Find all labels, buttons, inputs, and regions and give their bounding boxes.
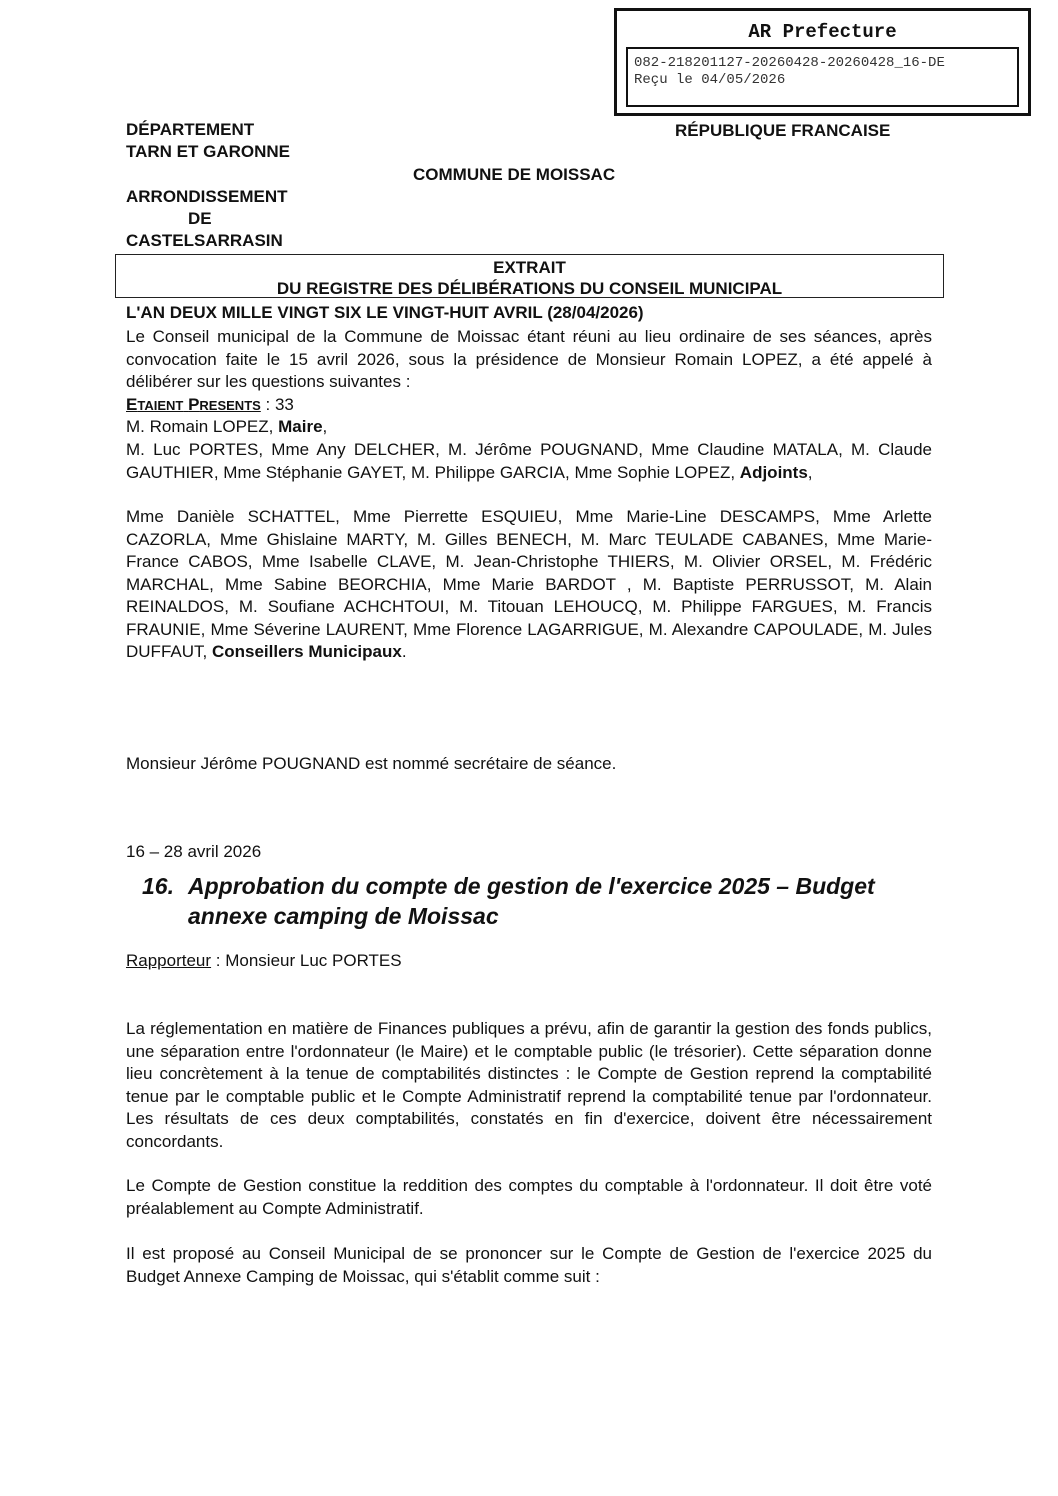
extrait-box — [115, 254, 944, 298]
stamp-inner-box — [626, 47, 1019, 107]
stamp-reference: 082-218201127-20260428-20260428_16-DE — [634, 55, 945, 71]
presents-label: ETAIENT PRESENTS — [126, 395, 261, 414]
arrondissement-label: ARRONDISSEMENT — [126, 187, 288, 206]
rapporteur-value: : Monsieur Luc PORTES — [211, 951, 402, 970]
paragraph-reglementation: La réglementation en matière de Finances publiques a prévu, afin de garantir la gestion des fonds publics, une séparation entre l'ordonnateur (le Maire) et le comptable public (le trésorier). Cette séparation donne lieu concrètement à la tenue de comptabilités distinctes : le Compte de Gestion reprend la comptabilité tenue par le comptable public et le Compte Administratif reprend la comptabilité tenue par l'ordonnateur. Les résultats de ces deux comptabilités, constatés en fin d'exercice, doivent être nécessairement concordants. — [126, 1019, 932, 1151]
presents-count: : 33 — [260, 395, 294, 414]
session-date-heading: L'AN DEUX MILLE VINGT SIX LE VINGT-HUIT AVRIL (28/04/2026) — [126, 303, 644, 322]
stamp-received-date: Reçu le 04/05/2026 — [634, 72, 786, 88]
maire-line: M. Romain LOPEZ, Maire, — [126, 417, 328, 436]
deliberation-title-line2: annexe camping de Moissac — [188, 903, 499, 929]
rapporteur-label: Rapporteur — [126, 951, 212, 970]
deliberation-ref-date: 16 – 28 avril 2026 — [126, 842, 262, 861]
commune-name: COMMUNE DE MOISSAC — [413, 165, 616, 184]
conseillers-paragraph: Mme Danièle SCHATTEL, Mme Pierrette ESQUIEU, Mme Marie-Line DESCAMPS, Mme Arlette CAZORLA, Mme Ghislaine MARTY, M. Gilles BENECH, M. Marc TEULADE CABANES, Mme Marie-France CABOS, Mme Isabelle CLAVE, M. Jean-Christophe THIERS, M. Olivier ORSEL, M. Frédéric MARCHAL, Mme Sabine BEORCHIA, Mme Marie BARDOT , M. Baptiste PERRUSSOT, M. Alain REINALDOS, M. Soufiane ACHCHTOUI, M. Titouan LEHOUCQ, M. Philippe FARGUES, M. Francis FRAUNIE, Mme Séverine LAURENT, Mme Florence LAGARRIGUE, M. Alexandre CAPOULADE, M. Jules DUFFAUT, Conseillers Municipaux. — [126, 507, 932, 661]
prefecture-stamp — [614, 8, 1031, 116]
stamp-title: AR Prefecture — [748, 21, 897, 43]
adjoints-paragraph: M. Luc PORTES, Mme Any DELCHER, M. Jérôme POUGNAND, Mme Claudine MATALA, M. Claude GAUTHIER, Mme Stéphanie GAYET, M. Philippe GARCIA, Mme Sophie LOPEZ, Adjoints, — [126, 440, 932, 482]
departement-name: TARN ET GARONNE — [126, 142, 291, 161]
arrondissement-name: CASTELSARRASIN — [126, 231, 283, 250]
republique-label: RÉPUBLIQUE FRANCAISE — [675, 121, 891, 140]
deliberation-title — [142, 871, 942, 931]
registre-title: DU REGISTRE DES DÉLIBÉRATIONS DU CONSEIL MUNICIPAL — [276, 279, 783, 298]
paragraph-proposition: Il est proposé au Conseil Municipal de se prononcer sur le Compte de Gestion de l'exercice 2025 du Budget Annexe Camping de Moissac, qui s'établit comme suit : — [126, 1244, 932, 1286]
deliberation-title-line1: Approbation du compte de gestion de l'exercice 2025 – Budget — [188, 873, 875, 899]
extrait-title: EXTRAIT — [493, 258, 566, 277]
deliberation-number: 16. — [142, 873, 174, 899]
arrondissement-de: DE — [188, 209, 212, 228]
paragraph-compte-gestion: Le Compte de Gestion constitue la reddition des comptes du comptable à l'ordonnateur. Il doit être voté préalablement au Compte Administratif. — [126, 1176, 932, 1218]
secretaire-seance: Monsieur Jérôme POUGNAND est nommé secrétaire de séance. — [126, 754, 617, 773]
departement-label: DÉPARTEMENT — [126, 120, 255, 139]
presents-line — [126, 394, 932, 418]
session-intro: Le Conseil municipal de la Commune de Moissac étant réuni au lieu ordinaire de ses séances, après convocation faite le 15 avril 2026, sous la présidence de Monsieur Romain LOPEZ, a été appelé à délibérer sur les questions suivantes : — [126, 327, 932, 391]
rapporteur-line — [126, 950, 932, 973]
